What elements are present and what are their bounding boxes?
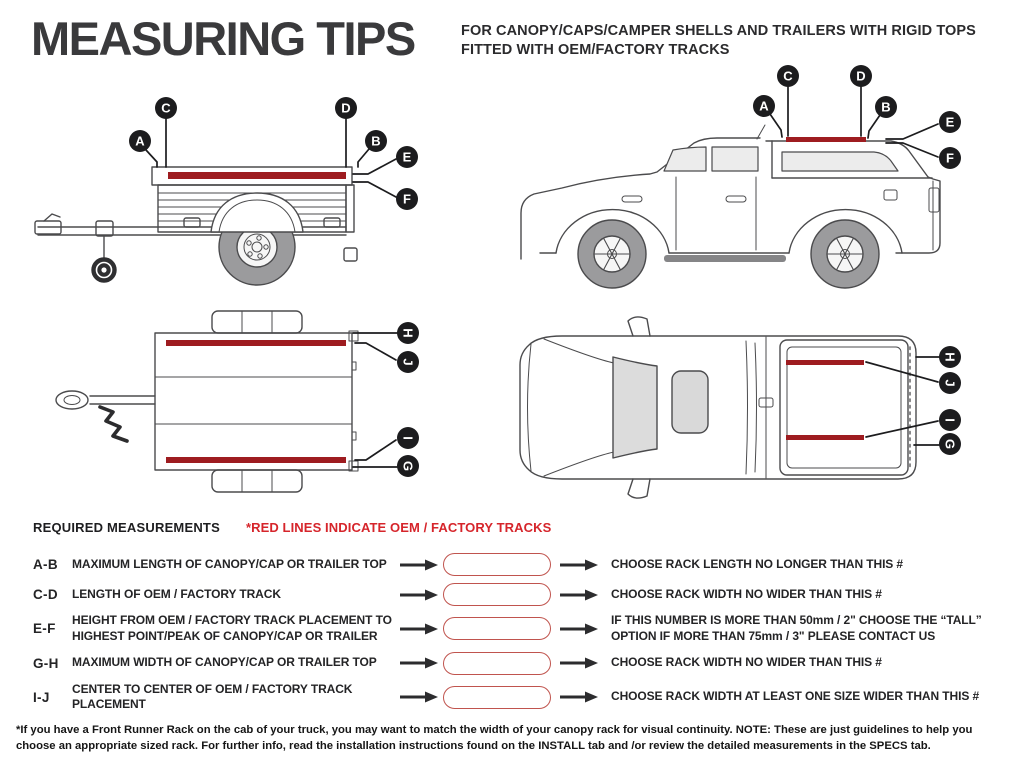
label-i	[939, 409, 961, 431]
truck-top-view-diagram	[520, 317, 961, 498]
arrow-right-icon	[559, 558, 611, 572]
measurement-description: LENGTH OF OEM / FACTORY TRACK	[72, 586, 281, 601]
svg-text:D: D	[341, 100, 351, 116]
label-h	[939, 346, 961, 368]
label-e	[396, 146, 418, 168]
label-d	[335, 97, 357, 119]
trailer-fender	[211, 193, 303, 232]
safety-chain	[100, 407, 127, 441]
red-lines-note: *RED LINES INDICATE OEM / FACTORY TRACKS	[245, 520, 552, 535]
arrow-right-icon	[559, 622, 611, 636]
arrow-right-icon	[559, 690, 611, 704]
measurements-table	[33, 553, 1013, 720]
measurement-row-gh	[33, 652, 1013, 675]
svg-text:A: A	[135, 133, 145, 149]
measurement-value-box	[443, 652, 551, 675]
measurement-value-box-cell	[443, 617, 559, 640]
measurement-value-box-cell	[443, 652, 559, 675]
arrow-right-icon	[399, 588, 443, 602]
required-measurements-label: REQUIRED MEASUREMENTS	[33, 520, 220, 535]
label-j	[939, 372, 961, 394]
svg-text:I: I	[942, 418, 958, 422]
label-h	[397, 322, 419, 344]
measurement-guidance: CHOOSE RACK WIDTH NO WIDER THAN THIS #	[611, 586, 882, 601]
measurement-value-box-cell	[443, 583, 559, 606]
measurement-value-box	[443, 686, 551, 709]
measurement-row-ij	[33, 682, 1013, 713]
svg-text:I: I	[400, 436, 416, 440]
oem-track-red-line	[786, 137, 866, 142]
arrow-right-icon	[399, 656, 443, 670]
arrow-right-icon	[559, 588, 611, 602]
leader-i	[355, 440, 396, 460]
label-b	[875, 96, 897, 118]
label-e	[939, 111, 961, 133]
label-c	[155, 97, 177, 119]
footnote: *If you have a Front Runner Rack on the cab of your truck, you may want to match the width of your canopy rack for visual continuity. NOTE: These are just guidelines to help you choose an appropriate sized rack. For further info, read the installation instructions found on the INSTALL tab and /or review the detailed measurements in the SPECS tab.	[16, 724, 973, 752]
oem-track-red-line	[168, 172, 346, 179]
label-d	[850, 65, 872, 87]
measurement-description: MAXIMUM WIDTH OF CANOPY/CAP OR TRAILER TOP	[72, 655, 377, 670]
trailer-top-rail	[152, 167, 352, 185]
leader-a	[146, 150, 157, 167]
leader-f	[353, 182, 396, 197]
leader-e	[886, 124, 938, 139]
label-b	[365, 130, 387, 152]
label-j	[397, 351, 419, 373]
legend-row	[33, 520, 551, 535]
page-title: MEASURING TIPS	[31, 12, 415, 65]
truck-side-view-diagram	[521, 65, 961, 288]
measurement-row-ab	[33, 553, 1013, 576]
svg-text:J: J	[942, 379, 958, 387]
measurement-key: C-D	[33, 587, 58, 602]
label-a	[129, 130, 151, 152]
svg-text:B: B	[371, 133, 381, 149]
measurement-description: CENTER TO CENTER OF OEM / FACTORY TRACK PLACEMENT	[72, 681, 353, 712]
measurement-key: E-F	[33, 621, 56, 637]
svg-text:C: C	[161, 100, 171, 116]
label-c	[777, 65, 799, 87]
svg-text:G: G	[942, 438, 958, 450]
measurement-key: G-H	[33, 655, 59, 671]
measurement-row-cd	[33, 583, 1013, 606]
leader-j	[866, 362, 938, 382]
trailer-tongue	[56, 391, 155, 441]
measurement-value-box	[443, 583, 551, 606]
leader-a	[770, 114, 782, 137]
measurement-description: HEIGHT FROM OEM / FACTORY TRACK PLACEMENT TO HIGHEST POINT/PEAK OF CANOPY/CAP OR TRAILER	[72, 613, 392, 643]
svg-text:D: D	[856, 68, 866, 84]
svg-text:F: F	[403, 191, 411, 207]
measurement-key: A-B	[33, 557, 58, 572]
subtitle-line-2: FITTED WITH OEM/FACTORY TRACKS	[461, 42, 730, 59]
trailer-side-view-diagram	[35, 97, 418, 285]
label-f	[396, 188, 418, 210]
leader-b	[868, 115, 880, 138]
measurement-guidance: CHOOSE RACK WIDTH AT LEAST ONE SIZE WIDER THAN THIS #	[611, 689, 980, 704]
measurement-value-box-cell	[443, 553, 559, 576]
measurement-guidance: CHOOSE RACK WIDTH NO WIDER THAN THIS #	[611, 655, 882, 670]
subtitle-line-1: FOR CANOPY/CAPS/CAMPER SHELLS AND TRAILERS WITH RIGID TOPS	[461, 23, 976, 39]
label-g	[397, 455, 419, 477]
measurement-guidance: IF THIS NUMBER IS MORE THAN 50mm / 2" CHOOSE THE “TALL” OPTION IF MORE THAN 75mm / 3" PLEASE CONTACT US	[611, 613, 982, 643]
svg-text:H: H	[400, 328, 416, 338]
truck-body-top	[520, 317, 916, 498]
svg-text:B: B	[881, 99, 891, 115]
svg-text:G: G	[400, 460, 416, 472]
svg-text:A: A	[759, 98, 769, 114]
measurement-row-ef	[33, 613, 1013, 645]
arrow-right-icon	[399, 690, 443, 704]
leader-j	[355, 343, 396, 360]
arrow-right-icon	[399, 558, 443, 572]
measurement-value-box	[443, 553, 551, 576]
svg-text:H: H	[942, 352, 958, 362]
oem-track-red-line	[166, 457, 346, 463]
label-g	[939, 433, 961, 455]
svg-text:J: J	[400, 358, 416, 366]
measurement-guidance: CHOOSE RACK LENGTH NO LONGER THAN THIS #	[611, 556, 904, 571]
measurement-value-box-cell	[443, 686, 559, 709]
oem-track-red-line	[166, 340, 346, 346]
trailer-jockey-wheel	[92, 258, 116, 282]
oem-track-red-line	[786, 435, 864, 440]
label-a	[753, 95, 775, 117]
svg-text:C: C	[783, 68, 793, 84]
trailer-box-top	[155, 311, 358, 492]
trailer-top-view-diagram	[56, 311, 419, 492]
label-f	[939, 147, 961, 169]
leader-b	[358, 149, 369, 167]
arrow-right-icon	[559, 656, 611, 670]
svg-text:E: E	[945, 114, 955, 130]
oem-track-red-line	[786, 360, 864, 365]
arrow-right-icon	[399, 622, 443, 636]
measurement-key: I-J	[33, 689, 50, 705]
svg-text:F: F	[946, 150, 954, 166]
leader-i	[866, 421, 938, 437]
label-i	[397, 427, 419, 449]
measurement-description: MAXIMUM LENGTH OF CANOPY/CAP OR TRAILER TOP	[72, 556, 387, 571]
truck-rear-wheel	[811, 220, 879, 288]
truck-front-wheel	[578, 220, 646, 288]
svg-text:E: E	[402, 149, 412, 165]
measurement-value-box	[443, 617, 551, 640]
